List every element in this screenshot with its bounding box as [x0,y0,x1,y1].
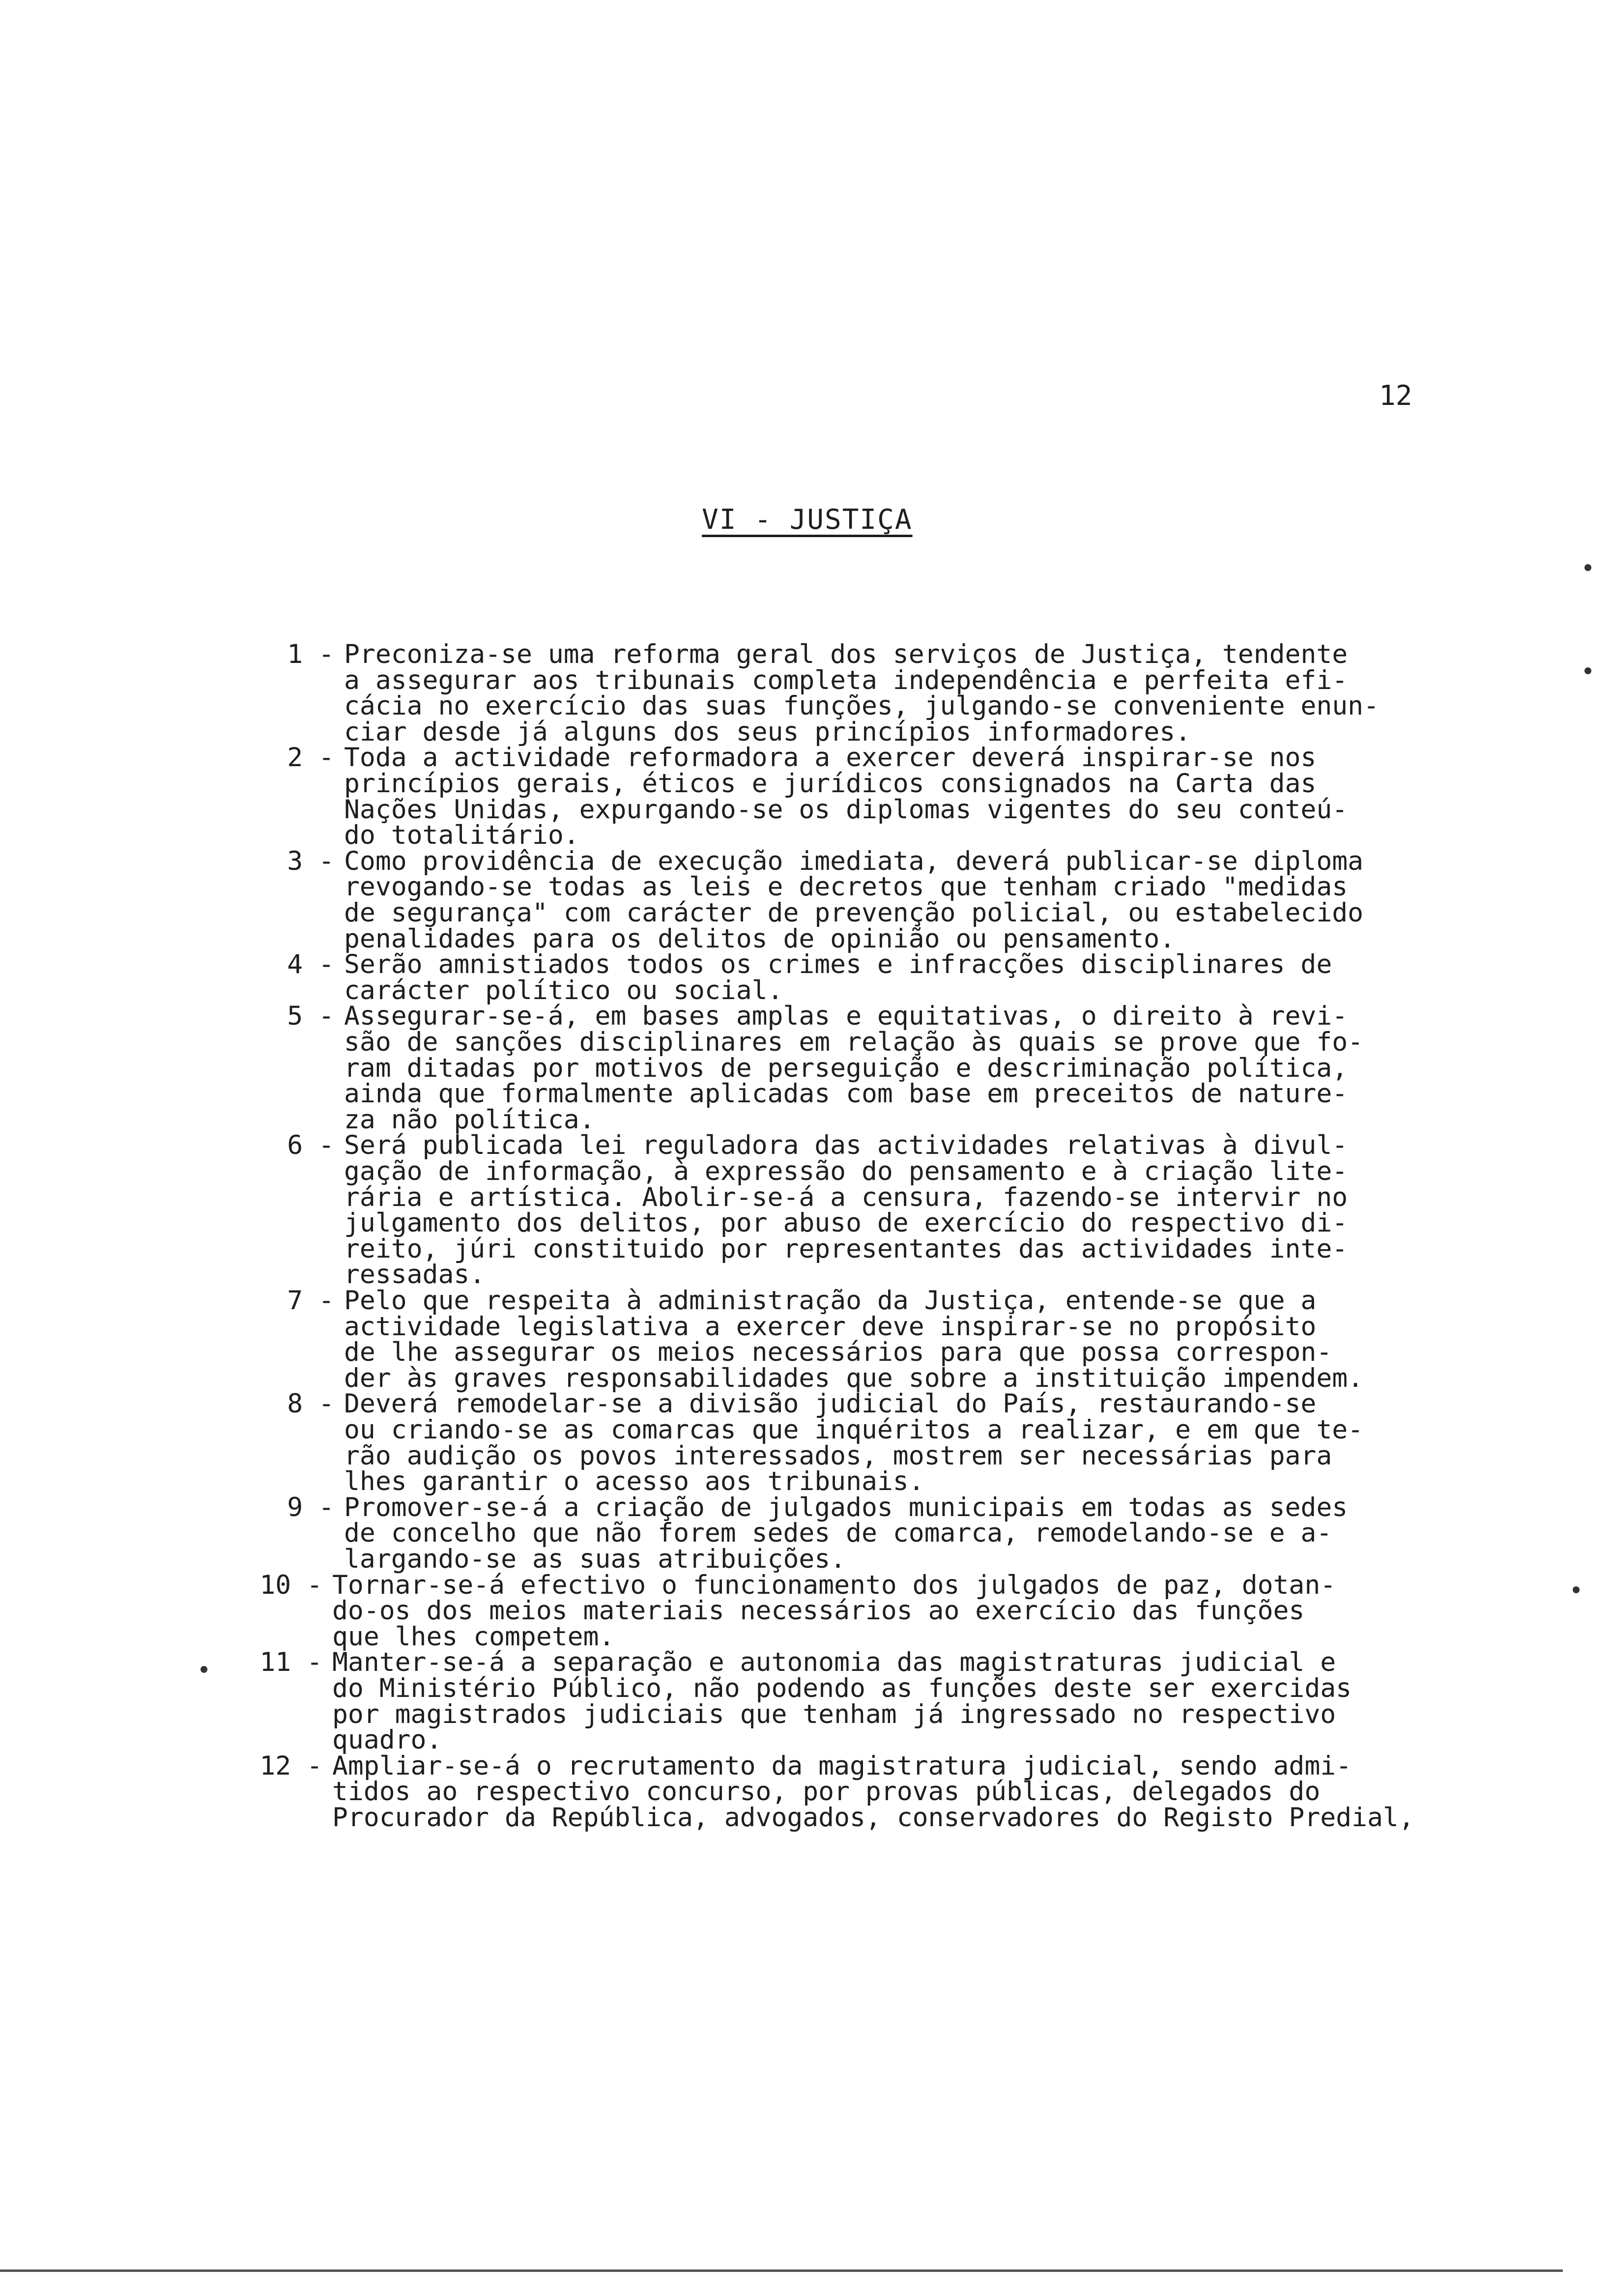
item-text: Deverá remodelar-se a divisão judicial do País, restaurando-se [344,1389,1317,1419]
item-text: actividade legislativa a exercer deve inspirar-se no propósito [344,1311,1317,1342]
item-text: Preconiza-se uma reforma geral dos serviços de Justiça, tendente [344,639,1348,669]
item-text: que lhes competem. [332,1621,615,1652]
item-text: Procurador da República, advogados, conservadores do Registo Predial, [332,1803,1414,1833]
item-number: 9 - [287,1492,334,1522]
item-text: quadro. [332,1725,442,1755]
item-text: tidos ao respectivo concurso, por provas públicas, delegados do [332,1777,1321,1807]
page-number: 12 [1379,380,1412,412]
item-text: Como providência de execução imediata, deverá publicar-se diploma [344,846,1364,876]
item-number: 6 - [287,1130,334,1161]
item-text: reito, júri constituido por representantes das actividades inte- [344,1234,1348,1264]
item-text: der às graves responsabilidades que sobre a instituição impendem. [344,1363,1364,1393]
item-number: 3 - [287,846,334,876]
section-title: VI - JUSTIÇA [702,504,913,536]
item-text: do totalitário. [344,820,579,851]
item-text: de lhe assegurar os meios necessários para que possa correspon- [344,1337,1332,1368]
item-text: do-os dos meios materiais necessários ao exercício das funções [332,1596,1305,1626]
item-number: 10 - [259,1570,322,1600]
item-text: ciar desde já alguns dos seus princípios informadores. [344,717,1191,747]
item-text: lhes garantir o acesso aos tribunais. [344,1466,924,1497]
scan-speck [1584,564,1591,571]
scan-speck [201,1666,207,1673]
scan-speck [1584,667,1591,674]
item-text: Tornar-se-á efectivo o funcionamento dos julgados de paz, dotan- [332,1570,1336,1600]
item-text: de concelho que não forem sedes de comarca, remodelando-se e a- [344,1518,1332,1549]
item-number: 8 - [287,1389,334,1419]
item-text: Nações Unidas, expurgando-se os diplomas vigentes do seu conteú- [344,794,1348,825]
item-number: 5 - [287,1001,334,1032]
item-number: 1 - [287,639,334,669]
item-text: ressadas. [344,1260,486,1290]
item-number: 7 - [287,1286,334,1316]
item-text: Serão amnistiados todos os crimes e infracções disciplinares de [344,949,1332,980]
item-text: rária e artística. Abolir-se-á a censura, fazendo-se intervir no [344,1182,1348,1212]
item-text: por magistrados judiciais que tenham já ingressado no respectivo [332,1699,1336,1729]
item-text: do Ministério Público, não podendo as funções deste ser exercidas [332,1673,1352,1703]
item-text: largando-se as suas atribuições. [344,1544,846,1574]
item-text: Promover-se-á a criação de julgados municipais em todas as sedes [344,1492,1348,1522]
item-text: ou criando-se as comarcas que inquéritos a realizar, e em que te- [344,1415,1364,1445]
item-text: Ampliar-se-á o recrutamento da magistratura judicial, sendo admi- [332,1751,1352,1781]
scan-speck [1573,1586,1580,1593]
item-number: 11 - [259,1647,322,1678]
page-bottom-rule [0,2269,1563,2272]
item-number: 12 - [259,1751,322,1781]
item-text: Assegurar-se-á, em bases amplas e equitativas, o direito à revi- [344,1001,1348,1032]
item-text: za não política. [344,1104,595,1135]
item-text: Toda a actividade reformadora a exercer deverá inspirar-se nos [344,743,1317,773]
item-text: Manter-se-á a separação e autonomia das magistraturas judicial e [332,1647,1336,1678]
item-text: Será publicada lei reguladora das actividades relativas à divul- [344,1130,1348,1161]
item-text: são de sanções disciplinares em relação às quais se prove que fo- [344,1027,1364,1057]
item-text: a assegurar aos tribunais completa independência e perfeita efi- [344,665,1348,695]
item-number: 2 - [287,743,334,773]
item-text: rão audição os povos interessados, mostrem ser necessárias para [344,1440,1332,1471]
item-text: ainda que formalmente aplicadas com base em preceitos de nature- [344,1079,1348,1109]
item-text: penalidades para os delitos de opinião ou pensamento. [344,923,1176,954]
item-text: carácter político ou social. [344,975,783,1005]
item-text: gação de informação, à expressão do pensamento e à criação lite- [344,1156,1348,1186]
item-text: cácia no exercício das suas funções, julgando-se conveniente enun- [344,691,1379,721]
item-text: revogando-se todas as leis e decretos que tenham criado "medidas [344,872,1348,902]
item-text: Pelo que respeita à administração da Justiça, entende-se que a [344,1286,1317,1316]
item-text: de segurança" com carácter de prevenção policial, ou estabelecido [344,898,1364,928]
item-text: ram ditadas por motivos de perseguição e descriminação política, [344,1053,1348,1083]
item-number: 4 - [287,949,334,980]
item-text: princípios gerais, éticos e jurídicos consignados na Carta das [344,769,1317,799]
item-text: julgamento dos delitos, por abuso de exercício do respectivo di- [344,1208,1348,1238]
